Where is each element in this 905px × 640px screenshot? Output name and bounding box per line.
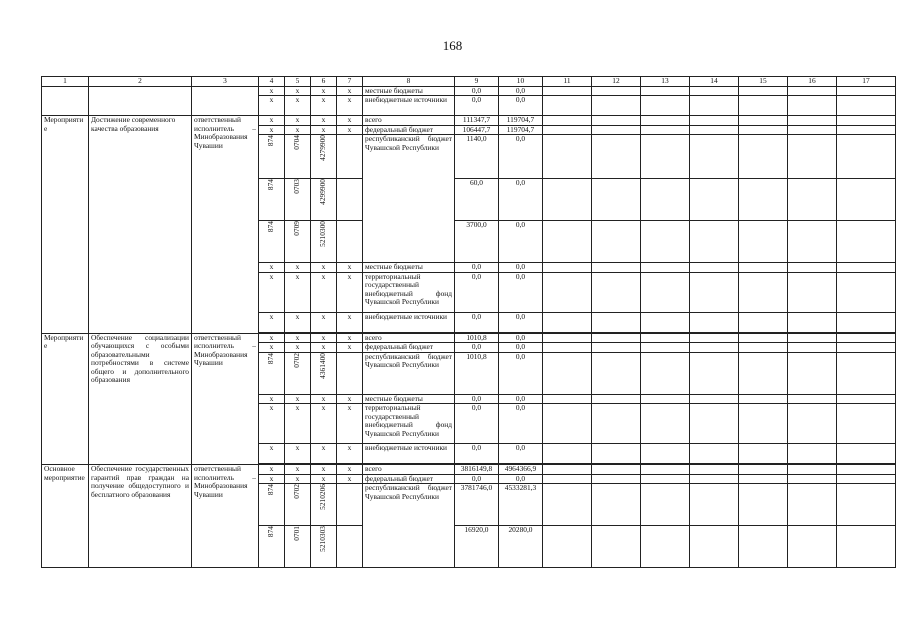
source-cell: республиканский бюджет Чувашской Республики [363, 352, 455, 394]
code-grbs: 874 [259, 221, 285, 263]
col-header: 10 [499, 77, 543, 87]
source-cell: внебюджетные источники [363, 96, 455, 116]
responsible: ответственный исполнитель – Минобразования Чувашии [192, 116, 259, 334]
cell-x: x [311, 86, 337, 96]
responsible: ответственный исполнитель – Минобразования Чувашии [192, 465, 259, 568]
cell-x: x [259, 263, 285, 273]
table-row [42, 86, 896, 96]
value-cell: 0,0 [455, 272, 499, 312]
code-csr: 4279900 [311, 135, 337, 179]
col-header: 9 [455, 77, 499, 87]
value-cell: 119704,7 [499, 116, 543, 126]
col-header: 17 [837, 77, 896, 87]
cell-x: x [259, 394, 285, 404]
table-row [42, 333, 896, 343]
value-cell: 0,0 [455, 474, 499, 484]
col-header: 12 [592, 77, 641, 87]
value-cell: 0,0 [455, 263, 499, 273]
cell-x: x [311, 312, 337, 332]
cell-x: x [337, 333, 363, 343]
code-rzpr: 0701 [285, 526, 311, 568]
cell-x: x [311, 272, 337, 312]
cell-x: x [285, 86, 311, 96]
value-cell: 0,0 [455, 444, 499, 464]
cell-x: x [337, 96, 363, 116]
value-cell: 4964366,9 [499, 465, 543, 475]
cell-empty [89, 86, 192, 116]
cell-x: x [311, 404, 337, 444]
cell-x: x [285, 272, 311, 312]
source-cell: внебюджетные источники [363, 444, 455, 464]
code-csr: 5210303 [311, 526, 337, 568]
cell-x: x [311, 343, 337, 353]
cell-x: x [337, 404, 363, 444]
cell-x: x [285, 474, 311, 484]
col-header: 4 [259, 77, 285, 87]
col-header: 7 [337, 77, 363, 87]
source-cell: федеральный бюджет [363, 125, 455, 135]
value-cell: 1010,8 [455, 352, 499, 394]
value-cell: 4533281,3 [499, 484, 543, 526]
cell-x: x [259, 125, 285, 135]
col-header: 14 [690, 77, 739, 87]
cell-empty [42, 86, 89, 116]
code-csr: 5210300 [311, 221, 337, 263]
code-grbs: 874 [259, 484, 285, 526]
col-header: 16 [788, 77, 837, 87]
value-cell: 20280,0 [499, 526, 543, 568]
value-cell: 1010,8 [455, 333, 499, 343]
source-cell: территориальный государственный внебюджетный фонд Чувашской Республики [363, 404, 455, 444]
cell-x: x [259, 474, 285, 484]
col-header: 5 [285, 77, 311, 87]
cell-x: x [337, 116, 363, 126]
cell-x: x [285, 263, 311, 273]
source-cell: территориальный государственный внебюджетный фонд Чувашской Республики [363, 272, 455, 312]
code-rzpr: 0704 [285, 135, 311, 179]
source-cell: республиканский бюджет Чувашской Республики [363, 484, 455, 568]
cell-x: x [337, 474, 363, 484]
code-rzpr: 0702 [285, 352, 311, 394]
cell-x: x [285, 394, 311, 404]
cell-x: x [311, 474, 337, 484]
value-cell: 3700,0 [455, 221, 499, 263]
cell-x: x [259, 312, 285, 332]
source-cell: федеральный бюджет [363, 343, 455, 353]
cell-x: x [285, 404, 311, 444]
value-cell: 111347,7 [455, 116, 499, 126]
code-csr: 4299900 [311, 179, 337, 221]
cell-x: x [337, 272, 363, 312]
cell-x: x [285, 96, 311, 116]
cell-x: x [259, 404, 285, 444]
cell-x: x [311, 116, 337, 126]
value-cell: 0,0 [499, 312, 543, 332]
activity-type: Мероприятие [42, 116, 89, 334]
value-cell: 0,0 [499, 135, 543, 179]
source-cell: всего [363, 333, 455, 343]
cell-x: x [259, 116, 285, 126]
cell-x: x [311, 125, 337, 135]
value-cell: 0,0 [499, 86, 543, 96]
code-grbs: 874 [259, 179, 285, 221]
value-cell: 0,0 [499, 404, 543, 444]
code-rzpr: 0709 [285, 221, 311, 263]
cell-empty [192, 86, 259, 116]
cell-x: x [285, 465, 311, 475]
value-cell: 3816149,8 [455, 465, 499, 475]
code-grbs: 874 [259, 526, 285, 568]
value-cell: 0,0 [455, 312, 499, 332]
cell-x: x [259, 86, 285, 96]
cell-x: x [311, 465, 337, 475]
value-cell: 0,0 [499, 272, 543, 312]
page-number: 168 [442, 38, 463, 53]
cell-x: x [311, 96, 337, 116]
col-header: 3 [192, 77, 259, 87]
cell-x: x [311, 263, 337, 273]
code-rzpr: 0702 [285, 484, 311, 526]
cell-x: x [337, 125, 363, 135]
cell-x: x [259, 272, 285, 312]
value-cell: 0,0 [499, 343, 543, 353]
table-row [42, 465, 896, 475]
cell-x: x [259, 465, 285, 475]
value-cell: 0,0 [455, 404, 499, 444]
value-cell: 3781746,0 [455, 484, 499, 526]
value-cell: 0,0 [499, 263, 543, 273]
value-cell: 0,0 [455, 96, 499, 116]
cell-x: x [337, 312, 363, 332]
code-grbs: 874 [259, 352, 285, 394]
source-cell: федеральный бюджет [363, 474, 455, 484]
activity-title: Обеспечение социализации обучающихся с особыми образовательными потребностями в системе общего и дополнительного образования [89, 333, 192, 465]
col-header: 11 [543, 77, 592, 87]
table-row [42, 116, 896, 126]
col-header: 2 [89, 77, 192, 87]
activity-type: Мероприятие [42, 333, 89, 465]
value-cell: 0,0 [499, 394, 543, 404]
cell-x: x [285, 125, 311, 135]
value-cell: 0,0 [499, 96, 543, 116]
activity-title: Обеспечение государственных гарантий прав граждан на получение общедоступного и бесплатного образования [89, 465, 192, 568]
value-cell: 0,0 [455, 86, 499, 96]
cell-x: x [285, 116, 311, 126]
col-header: 8 [363, 77, 455, 87]
code-csr: 4361400 [311, 352, 337, 394]
value-cell: 106447,7 [455, 125, 499, 135]
cell-x: x [285, 444, 311, 464]
cell-x: x [259, 343, 285, 353]
cell-x: x [285, 333, 311, 343]
header-row [42, 77, 896, 87]
budget-table [41, 76, 896, 568]
value-cell: 0,0 [499, 352, 543, 394]
cell-x: x [259, 444, 285, 464]
col-header: 6 [311, 77, 337, 87]
value-cell: 0,0 [455, 394, 499, 404]
value-cell: 16920,0 [455, 526, 499, 568]
source-cell: местные бюджеты [363, 86, 455, 96]
value-cell: 0,0 [499, 474, 543, 484]
cell-x: x [259, 333, 285, 343]
source-cell: всего [363, 465, 455, 475]
value-cell: 1140,0 [455, 135, 499, 179]
cell-x: x [259, 96, 285, 116]
col-header: 1 [42, 77, 89, 87]
cell-x: x [311, 394, 337, 404]
cell-x: x [337, 444, 363, 464]
code-csr: 5210206 [311, 484, 337, 526]
cell-x: x [337, 465, 363, 475]
cell-x: x [311, 333, 337, 343]
cell-x: x [337, 86, 363, 96]
cell-x: x [337, 263, 363, 273]
value-cell: 0,0 [455, 343, 499, 353]
value-cell: 119704,7 [499, 125, 543, 135]
cell-x: x [285, 312, 311, 332]
source-cell: внебюджетные источники [363, 312, 455, 332]
source-cell: местные бюджеты [363, 394, 455, 404]
source-cell: республиканский бюджет Чувашской Республики [363, 135, 455, 263]
value-cell: 0,0 [499, 179, 543, 221]
responsible: ответственный исполнитель – Минобразования Чувашии [192, 333, 259, 465]
cell-x: x [337, 394, 363, 404]
cell-x: x [311, 444, 337, 464]
code-rzpr: 0703 [285, 179, 311, 221]
value-cell: 60,0 [455, 179, 499, 221]
activity-title: Достижение современного качества образования [89, 116, 192, 334]
col-header: 15 [739, 77, 788, 87]
col-header: 13 [641, 77, 690, 87]
cell-x: x [337, 343, 363, 353]
source-cell: местные бюджеты [363, 263, 455, 273]
value-cell: 0,0 [499, 221, 543, 263]
cell-x: x [285, 343, 311, 353]
activity-type: Основное мероприятие [42, 465, 89, 568]
code-grbs: 874 [259, 135, 285, 179]
value-cell: 0,0 [499, 444, 543, 464]
value-cell: 0,0 [499, 333, 543, 343]
source-cell: всего [363, 116, 455, 126]
